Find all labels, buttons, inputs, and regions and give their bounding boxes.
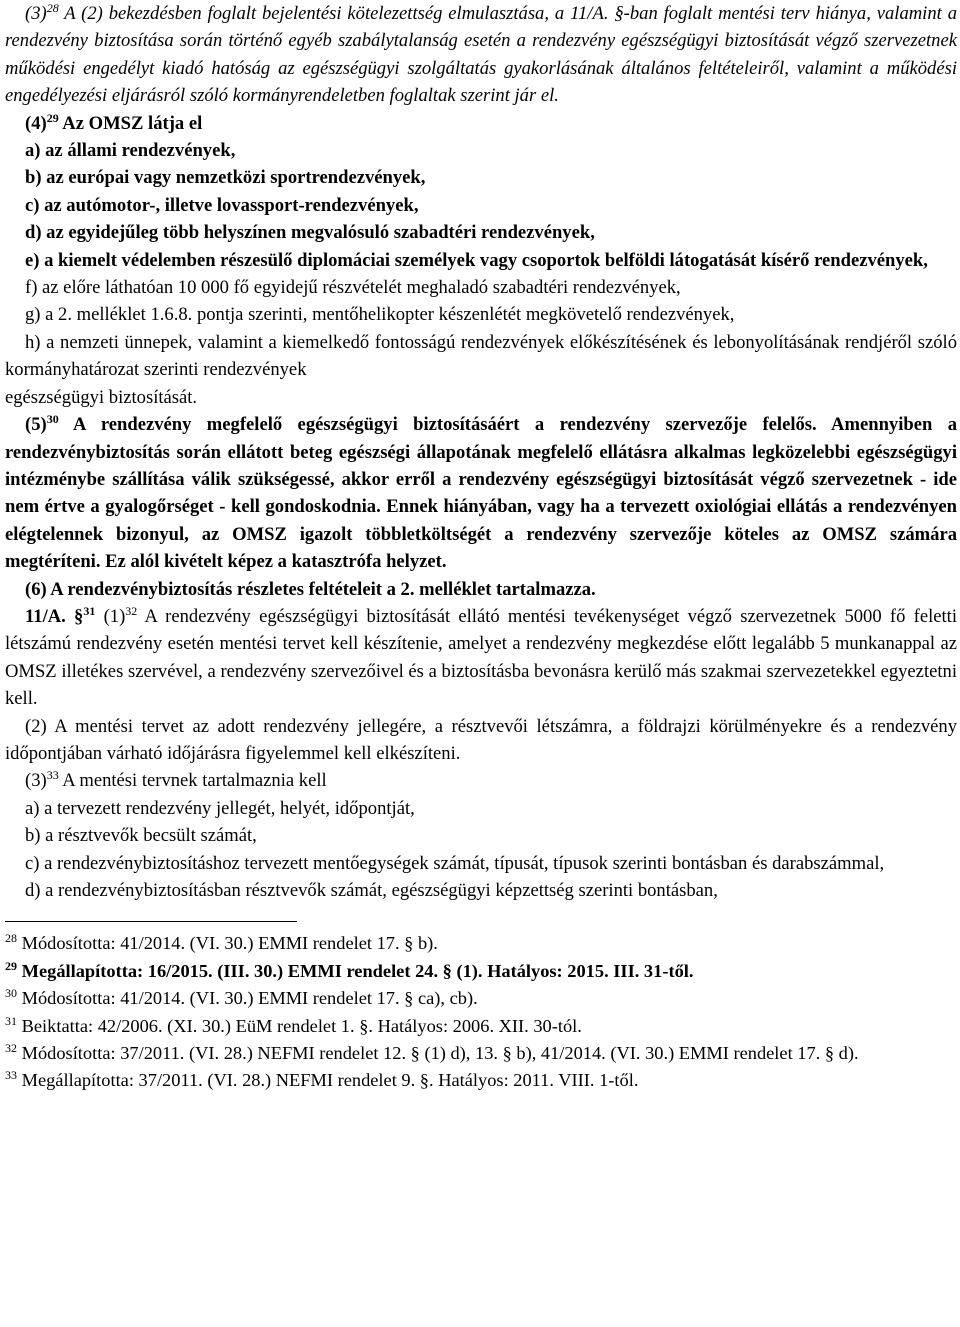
footnote-text: Megállapította: 37/2011. (VI. 28.) NEFMI rendelet 9. §. Hatályos: 2011. VIII. 1-től. bbox=[17, 1070, 639, 1091]
paragraph-text: A mentési tervnek tartalmaznia kell bbox=[58, 770, 327, 792]
paragraph-3 bbox=[5, 0, 957, 110]
list-item: f) az előre láthatóan 10 000 fő egyidejű részvételét meghaladó szabadtéri rendezvények, bbox=[25, 277, 681, 299]
list-item: a) az állami rendezvények, bbox=[25, 140, 236, 162]
paragraph-text: Az OMSZ látja el bbox=[58, 112, 203, 134]
footnote-text: Módosította: 37/2011. (VI. 28.) NEFMI rendelet 12. § (1) d), 13. § b), 41/2014. (VI. 30.) EMMI rendelet 17. § d). bbox=[17, 1043, 859, 1064]
footnote-ref[interactable]: 28 bbox=[46, 0, 59, 15]
footnote-text: Megállapította: 16/2015. (III. 30.) EMMI rendelet 24. § (1). Hatályos: 2015. III. 31-től. bbox=[17, 960, 694, 981]
list-item: d) az egyidejűleg több helyszínen megvalósuló szabadtéri rendezvények, bbox=[25, 222, 595, 244]
section-label: 11/A. § bbox=[25, 605, 84, 627]
footnote bbox=[5, 930, 957, 957]
footnote-text: Módosította: 41/2014. (VI. 30.) EMMI rendelet 17. § ca), cb). bbox=[17, 988, 478, 1009]
section-11a bbox=[5, 603, 957, 713]
section-11a-paragraph-2: (2) A mentési tervet az adott rendezvény jellegére, a résztvevői létszámra, a földrajzi körülményekre és a rendezvény időpontjában várható időjárásra figyelemmel kell elkészíteni. bbox=[5, 715, 957, 764]
footnote-ref[interactable]: 31 bbox=[83, 603, 96, 618]
list-item: a) a tervezett rendezvény jellegét, helyét, időpontját, bbox=[25, 797, 415, 819]
footnote-ref[interactable]: 30 bbox=[46, 411, 59, 426]
list-item: h) a nemzeti ünnepek, valamint a kiemelkedő fontosságú rendezvények előkészítésének és lebonyolításának rendjéről szóló kormányhatározat szerinti rendezvények bbox=[5, 331, 957, 381]
footnote-text: Módosította: 41/2014. (VI. 30.) EMMI rendelet 17. § b). bbox=[17, 933, 438, 954]
section-11a-paragraph-3 bbox=[5, 767, 957, 794]
paragraph-number: (4) bbox=[25, 112, 47, 134]
list-item: b) az európai vagy nemzetközi sportrendezvények, bbox=[25, 167, 426, 189]
paragraph-number: (5) bbox=[25, 414, 47, 436]
paragraph-6: (6) A rendezvénybiztosítás részletes feltételeit a 2. melléklet tartalmazza. bbox=[25, 578, 596, 600]
paragraph-4 bbox=[5, 110, 957, 137]
paragraph-text: A rendezvény megfelelő egészségügyi biztosításáért a rendezvény szervezője felelős. Amennyiben a rendezvénybiztosítás során ellátott beteg egészségi állapotának megfelelő ellátásra alkalmas legközelebbi egészségügyi intézménybe szállítása válik szükségessé, akkor erről a rendezvény egészségügyi biztosítását végző szervezetnek - ide nem értve a gyalogőrséget - kell gondoskodnia. Ennek hiányában, vagy ha a tervezett oxiológiai ellátás a rendezvényen elégtelennek bizonyul, az OMSZ igazolt többletköltségét a rendezvény szervezője köteles az OMSZ számára megtéríteni. Ez alól kivételt képez a katasztrófa helyzet. bbox=[5, 414, 957, 573]
paragraph-tail: egészségügyi biztosítását. bbox=[5, 386, 198, 408]
footnote bbox=[5, 1013, 957, 1040]
paragraph-text: A rendezvény egészségügyi biztosítását ellátó mentési tevékenységet végző szervezetnek 5000 fő feletti létszámú rendezvény esetén mentési tervet kell készítenie, amelyet a rendezvény megkezdése előtt legalább 5 munkanappal az OMSZ illetékes szervével, a rendezvény szervezőivel és a biztosításba bevonásra kerülő más szakmai szervezetekkel egyeztetni kell. bbox=[5, 605, 957, 710]
footnote bbox=[5, 1040, 957, 1067]
footnote-number: 31 bbox=[5, 1013, 17, 1028]
footnote bbox=[5, 1067, 957, 1094]
footnote-number: 28 bbox=[5, 931, 17, 946]
list-item: d) a rendezvénybiztosításban résztvevők számát, egészségügyi képzettség szerinti bontásban, bbox=[25, 880, 718, 901]
footnote-ref[interactable]: 32 bbox=[125, 603, 138, 618]
paragraph-number: (3) bbox=[25, 3, 47, 24]
paragraph-number: (3) bbox=[25, 770, 47, 792]
footnote-ref[interactable]: 33 bbox=[46, 768, 59, 783]
list-item: e) a kiemelt védelemben részesülő diplomáciai személyek vagy csoportok belföldi látogatását kísérő rendezvények, bbox=[25, 249, 928, 271]
paragraph-number: (1) bbox=[95, 605, 126, 627]
footnote-number: 33 bbox=[5, 1068, 17, 1083]
footnote-text: Beiktatta: 42/2006. (XI. 30.) EüM rendelet 1. §. Hatályos: 2006. XII. 30-tól. bbox=[17, 1015, 582, 1036]
list-item: g) a 2. melléklet 1.6.8. pontja szerinti, mentőhelikopter készenlétét megkövetelő rendezvények, bbox=[25, 304, 735, 326]
footnote-ref[interactable]: 29 bbox=[46, 110, 59, 125]
list-item: c) a rendezvénybiztosításhoz tervezett mentőegységek számát, típusát, típusok szerinti bontásban és darabszámmal, bbox=[25, 852, 885, 874]
paragraph-text: A (2) bekezdésben foglalt bejelentési kötelezettség elmulasztása, a 11/A. §-ban foglalt mentési terv hiánya, valamint a rendezvény biztosítása során történő egyéb szabálytalanság esetén a rendezvény egészségügyi biztosítását végző szervezetnek működési engedélyt kiadó hatóság az egészségügyi szolgáltatás gyakorlásának általános feltételeiről, valamint a működési engedélyezési eljárásról szóló kormányrendeletben foglaltak szerint jár el. bbox=[5, 3, 957, 107]
paragraph-5 bbox=[5, 411, 957, 575]
footnote-number: 29 bbox=[5, 958, 17, 973]
document-page bbox=[5, 0, 957, 1095]
footnote bbox=[5, 958, 957, 985]
footnote-separator bbox=[5, 921, 297, 922]
list-item: b) a résztvevők becsült számát, bbox=[25, 825, 257, 847]
footnote bbox=[5, 985, 957, 1012]
list-item: c) az autómotor-, illetve lovassport-rendezvények, bbox=[25, 194, 419, 216]
footnote-number: 30 bbox=[5, 986, 17, 1001]
footnote-number: 32 bbox=[5, 1040, 17, 1055]
